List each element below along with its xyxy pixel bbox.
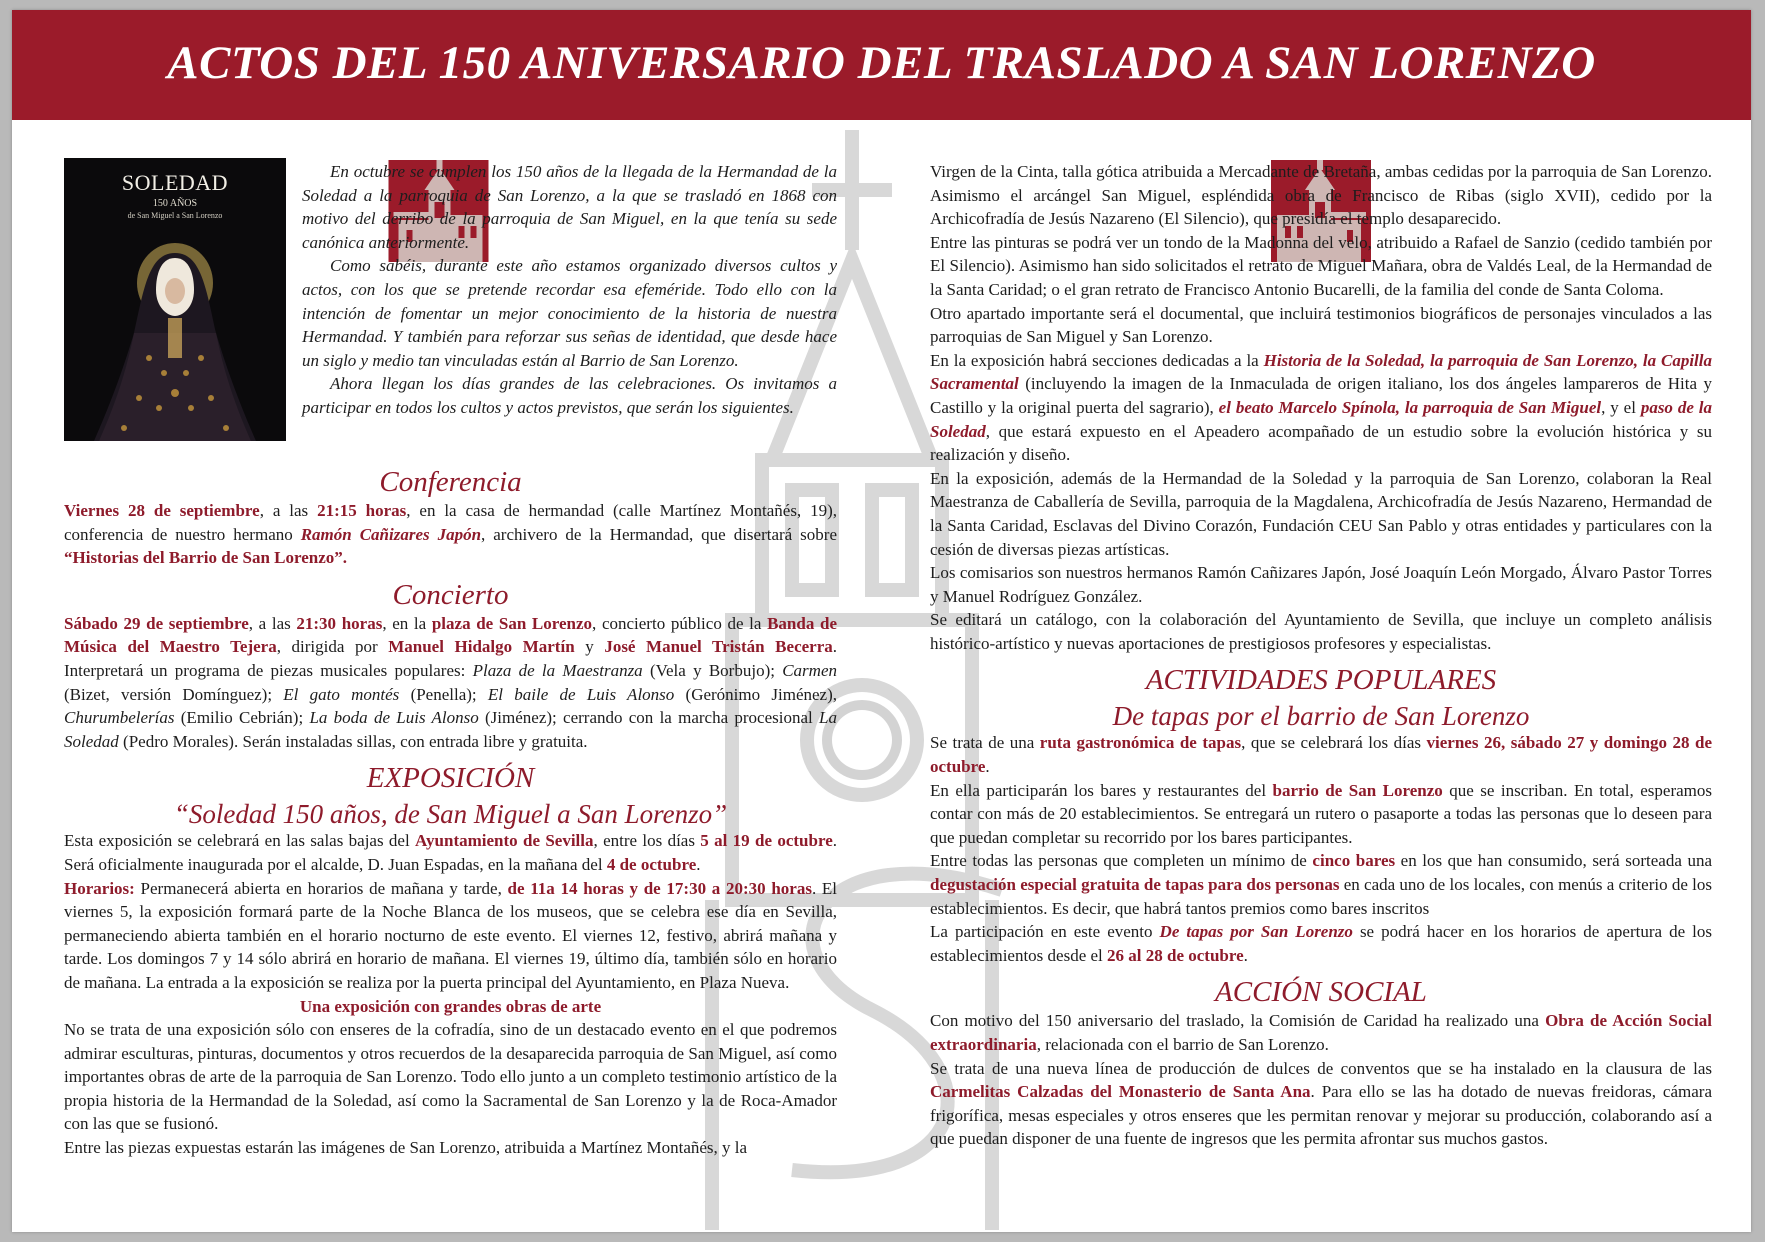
intro-paragraph: Ahora llegan los días grandes de las celebraciones. Os invitamos a participar en todos los cultos y actos previstos, que serán los siguientes. bbox=[302, 374, 837, 417]
concierto-heading: Concierto bbox=[392, 578, 509, 611]
exposicion-paragraph: Esta exposición se celebrará en las salas bajas del Ayuntamiento de Sevilla, entre los días 5 al 19 de octubre. Será oficialmente inaugurada por el alcalde, D. Juan Espadas, en la mañana del 4 de octubre. Horarios: Permanecerá abierta en horarios de mañana y tarde, de 11a 14 horas y de 17:30 a 20:30 horas. El viernes 5, la exposición formará parte de la Noche Blanca de los museos, que se celebra ese día en Sevilla, permaneciendo abierta también en el horario nocturno de este evento. El viernes 12, festivo, abrirá mañana y tarde. Los domingos 7 y 14 sólo abrirá en horario de mañana. El viernes 19, último día, también sólo en horario de mañana. La entrada a la exposición se realiza por la puerta principal del Ayuntamiento, en Plaza Nueva. bbox=[64, 831, 838, 992]
actividades-paragraph-1: Se trata de una ruta gastronómica de tapas, que se celebrará los días viernes 26, sábado 27 y domingo 28 de octubre. bbox=[930, 733, 1713, 777]
actividades-heading: ACTIVIDADES POPULARES bbox=[1145, 664, 1497, 697]
concierto-paragraph: Sábado 29 de septiembre, a las 21:30 horas, en la plaza de San Lorenzo, concierto público de la Banda de Música del Maestro Tejera, dirigida por Manuel Hidalgo Martín y José Manuel Tristán Becerra. Interpretará un programa de piezas musicales populares: Plaza de la Maestranza (Vela y Borbujo); Carmen (Bizet, versión Domínguez); El gato montés (Penella); El baile de Luis Alonso (Gerónimo Jiménez), Churumbelerías (Emilio Cebrián); La boda de Luis Alonso (Jiménez); cerrando con la marcha procesional La Soledad (Pedro Morales). Serán instaladas sillas, con entrada libre y gratuita. bbox=[64, 613, 838, 751]
exposicion-comisarios: Los comisarios son nuestros hermanos Ramón Cañizares Japón, José Joaquín León Morgado, Álvaro Pastor Torres y Manuel Rodríguez González. bbox=[930, 563, 1712, 606]
intro-paragraph: Como sabéis, durante este año estamos organizado diversos cultos y actos, con los que se pretende recordar esa efeméride. Todo ello con la intención de fomentar un mejor conocimiento de la historia de nuestra Hermandad. Y también para reforzar sus señas de identidad, que desde hace un siglo y medio tan vinculadas están al Barrio de San Lorenzo. bbox=[302, 256, 837, 370]
actividades-subheading: De tapas por el barrio de San Lorenzo bbox=[1112, 701, 1530, 732]
document-page bbox=[12, 10, 1751, 1232]
virgin-image-illustration bbox=[64, 158, 286, 441]
exposicion-secciones: En la exposición habrá secciones dedicadas a la Historia de la Soledad, la parroquia de San Lorenzo, la Capilla Sacramental (incluyendo la imagen de la Inmaculada de origen italiano, los dos ángeles lampareros de Hita y Castillo y la original puerta del sagrario), el beato Marcelo Spínola, la parroquia de San Miguel, y el paso de la Soledad, que estará expuesto en el Apeadero acompañado de un estudio sobre la evolución histórica y su realización y diseño. bbox=[930, 350, 1712, 465]
exposicion-continued: Virgen de la Cinta, talla gótica atribuida a Mercadante de Bretaña, ambas cedidas por la parroquia de San Lorenzo. Asimismo el arcángel San Miguel, espléndida obra de Francisco de Ribas (siglo XVII), cedido por la Archicofradía de Jesús Nazareno (El Silencio), que presidía el templo desaparecido. bbox=[930, 162, 1712, 229]
exposicion-heading: EXPOSICIÓN bbox=[366, 762, 535, 795]
exposicion-colaboradores: En la exposición, además de la Hermandad de la Soledad y la parroquia de San Lorenzo, colaboran la Real Maestranza de Caballería de Sevilla, parroquia de la Magdalena, Archicofradía de Jesús Nazareno, Hermandad de la Santa Caridad, Esclavas del Divino Corazón, Fundación CEU San Pablo y otras entidades y particulares con la cesión de diversas piezas artísticas. bbox=[930, 468, 1712, 559]
actividades-paragraph-4: La participación en este evento De tapas por San Lorenzo se podrá hacer en los horarios de apertura de los establecimientos desde el 26 al 28 de octubre. bbox=[930, 922, 1712, 965]
accion-social-paragraph-1: Con motivo del 150 aniversario del traslado, la Comisión de Caridad ha realizado una Obra de Acción Social extraordinaria, relacionada con el barrio de San Lorenzo. bbox=[930, 1011, 1712, 1054]
exposicion-pinturas: Entre las pinturas se podrá ver un tondo de la Madonna del velo, atribuido a Rafael de Sanzio (cedido también por El Silencio). Asimismo han sido solicitados el retrato de Miguel Mañara, obra de Valdés Leal, de la Hermandad de la Santa Caridad; o el gran retrato de Francisco Antonio Bucarelli, de la familia del conde de Santa Coloma. bbox=[930, 232, 1712, 299]
conferencia-heading: Conferencia bbox=[379, 466, 522, 498]
exposicion-subtitle: Una exposición con grandes obras de arte bbox=[299, 996, 602, 1016]
accion-social-paragraph-2: Se trata de una nueva línea de producción de dulces de conventos que se ha instalado en la clausura de las Carmelitas Calzadas del Monasterio de Santa Ana. Para ello se las ha dotado de nuevas freidoras, cámara frigorífica, mesas especiales y otros enseres que les permitan renovar y mejorar su producción, colaborando así a que puedan disponer de una fuente de ingresos que les permita afrontar sus muchos gastos. bbox=[930, 1058, 1712, 1149]
actividades-paragraph-2: En ella participarán los bares y restaurantes del barrio de San Lorenzo que se inscriban. En total, esperamos contar con más de 20 establecimientos. Se entregará un rutero o pasaporte a todas las personas que lo deseen para que puedan completar su recorrido por los bares participantes. bbox=[930, 780, 1712, 847]
header-banner bbox=[12, 10, 1751, 120]
exposicion-documental: Otro apartado importante será el documental, que incluirá testimonios biográficos de personajes vinculados a las parroquias de San Miguel y San Lorenzo. bbox=[930, 303, 1712, 347]
cover-subtitle: 150 AÑOS bbox=[152, 198, 198, 209]
left-column bbox=[64, 465, 837, 1160]
exposicion-catalogo: Se editará un catálogo, con la colaboración del Ayuntamiento de Sevilla, que incluye un completo análisis histórico-artístico y nuevas aportaciones de prestigiosos profesores y especialistas. bbox=[930, 610, 1712, 653]
conferencia-paragraph: Viernes 28 de septiembre, a las 21:15 horas, en la casa de hermandad (calle Martínez Montañés, 19), conferencia de nuestro hermano Ramón Cañizares Japón, archivero de la Hermandad, que disertará sobre “Historias del Barrio de San Lorenzo”. bbox=[64, 501, 838, 568]
actividades-paragraph-3: Entre todas las personas que completen un mínimo de cinco bares en los que han consumido, será sorteada una degustación especial gratuita de tapas para dos personas en cada uno de los locales, con menús a criterio de los establecimientos. Es decir, que habrá tantos premios como bares inscritos bbox=[930, 851, 1712, 918]
cover-subtitle-2: de San Miguel a San Lorenzo bbox=[127, 211, 223, 220]
exposicion-subheading: “Soledad 150 años, de San Miguel a San Lorenzo” bbox=[173, 799, 728, 830]
book-cover-image bbox=[64, 158, 286, 441]
page-title: ACTOS DEL 150 ANIVERSARIO DEL TRASLADO A SAN LORENZO bbox=[167, 37, 1596, 89]
cover-title: SOLEDAD bbox=[121, 170, 229, 195]
intro-text bbox=[302, 160, 837, 420]
intro-paragraph: En octubre se cumplen los 150 años de la llegada de la Hermandad de la Soledad a la parroquia de San Lorenzo, a la que se trasladó en 1868 con motivo del derribo de la parroquia de San Miguel, en la que tenía su sede canónica anteriormente. bbox=[302, 162, 837, 252]
right-column bbox=[930, 160, 1712, 1151]
accion-social-heading: ACCIÓN SOCIAL bbox=[1215, 976, 1427, 1009]
exposicion-paragraph-3: Entre las piezas expuestas estarán las imágenes de San Lorenzo, atribuida a Martínez Montañés, y la bbox=[64, 1138, 748, 1158]
exposicion-paragraph-2: No se trata de una exposición sólo con enseres de la cofradía, sino de un destacado evento en el que podremos admirar esculturas, pinturas, documentos y otros recuerdos de la desaparecida parroquia de San Miguel, así como importantes obras de arte de la parroquia de San Lorenzo. Todo ello junto a un completo testimonio artístico de la propia historia de la Hermandad de la Soledad, así como la Sacramental de San Lorenzo y la de Roca-Amador con las que se fusionó. bbox=[64, 1020, 837, 1134]
